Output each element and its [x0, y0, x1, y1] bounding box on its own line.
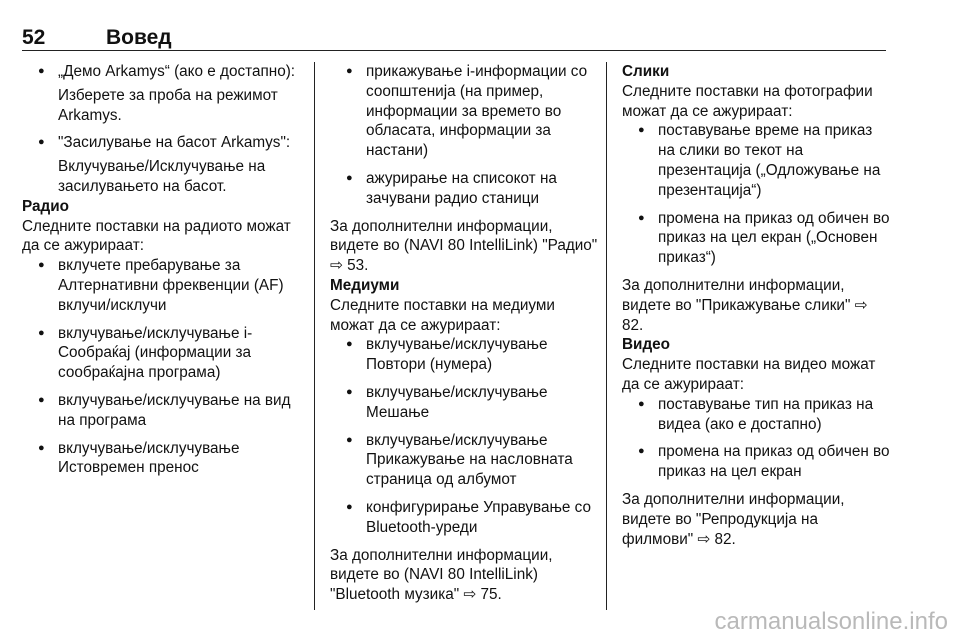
radio-heading: Радио — [22, 197, 69, 215]
list-item: ● вклучување/исклучување Истовремен пренос — [22, 439, 304, 479]
bullet-demo-arkamys-desc: Изберете за проба на режимот Arkamys. — [58, 86, 278, 124]
column-2 — [330, 62, 600, 605]
pictures-intro: Следните поставки на фотографии можат да се ажурираат: — [622, 82, 873, 120]
list-item: ● вклучување/исклучување і-Сообраќај (информации за сообраќајна програма) — [22, 324, 304, 383]
radio-reference: За дополнителни информации, видете во (NAVI 80 IntelliLink) "Радио" ⇨ 53. — [330, 217, 598, 275]
bullet-bass-boost: ● "Засилување на басот Arkamys": — [58, 134, 291, 152]
radio-intro: Следните поставки на радиото можат да се ажурираат: — [22, 217, 291, 255]
page-number: 52 — [22, 26, 46, 49]
list-item: ● конфигурирање Управување со Bluetooth-уреди — [330, 498, 600, 538]
list-item — [22, 62, 304, 125]
bullet-bass-boost-desc: Вклучување/Исклучување на засилувањето на басот. — [58, 158, 266, 195]
column-1 — [22, 62, 304, 478]
media-reference: За дополнителни информации, видете во (NAVI 80 IntelliLink) "Bluetooth музика" ⇨ 75. — [330, 546, 553, 604]
list-item: ● вклучување/исклучување Повтори (нумера) — [330, 335, 600, 375]
media-intro: Следните поставки на медиуми можат да се ажурираат: — [330, 296, 555, 334]
media-heading: Медиуми — [330, 276, 400, 294]
list-item: ● промена на приказ од обичен во приказ на цел екран („Основен приказ“) — [622, 209, 890, 268]
list-item: ● поставување тип на приказ на видеа (ако е достапно) — [622, 395, 890, 435]
video-intro: Следните поставки на видео можат да се ажурираат: — [622, 356, 876, 393]
column-divider-2 — [606, 62, 607, 610]
video-reference: За дополнителни информации, видете во "Репродукција на филмови" ⇨ 82. — [622, 490, 845, 548]
list-item: ● вклучување/исклучување Прикажување на насловната страница од албумот — [330, 431, 600, 490]
bullet-demo-arkamys: ● „Демо Arkamys“ (ако е достапно): — [58, 63, 296, 80]
radio-list — [22, 256, 304, 478]
list-item: ● вклучување/исклучување Мешање — [330, 383, 600, 423]
watermark: carmanualsonline.info — [714, 608, 948, 635]
media-list — [330, 335, 600, 537]
radio-list-continued — [330, 62, 600, 209]
audio-list — [22, 62, 304, 197]
list-item: ● поставување време на приказ на слики во текот на презентација („Одложување на презентација“) — [622, 121, 890, 200]
page-title: Вовед — [106, 26, 172, 49]
list-item: ● прикажување і-информации со соопштенија (на пример, информации за времето во обласата, информации за настани) — [330, 62, 600, 161]
pictures-reference: За дополнителни информации, видете во "Прикажување слики" ⇨ 82. — [622, 276, 868, 334]
pictures-list — [622, 121, 890, 268]
video-heading: Видео — [622, 336, 671, 354]
column-divider-1 — [314, 62, 315, 610]
page-header — [22, 26, 886, 52]
list-item: ● вклучување/исклучување на вид на програма — [22, 391, 304, 431]
header-rule — [22, 50, 886, 51]
list-item: ● промена на приказ од обичен во приказ на цел екран — [622, 442, 890, 482]
list-item — [22, 133, 304, 196]
column-3 — [622, 62, 890, 549]
list-item: ● ажурирање на списокот на зачувани радио станици — [330, 169, 600, 209]
video-list — [622, 395, 890, 482]
pictures-heading: Слики — [622, 63, 670, 80]
list-item: ● вклучете пребарување за Алтернативни фреквенции (AF) вклучи/исклучи — [22, 256, 304, 315]
